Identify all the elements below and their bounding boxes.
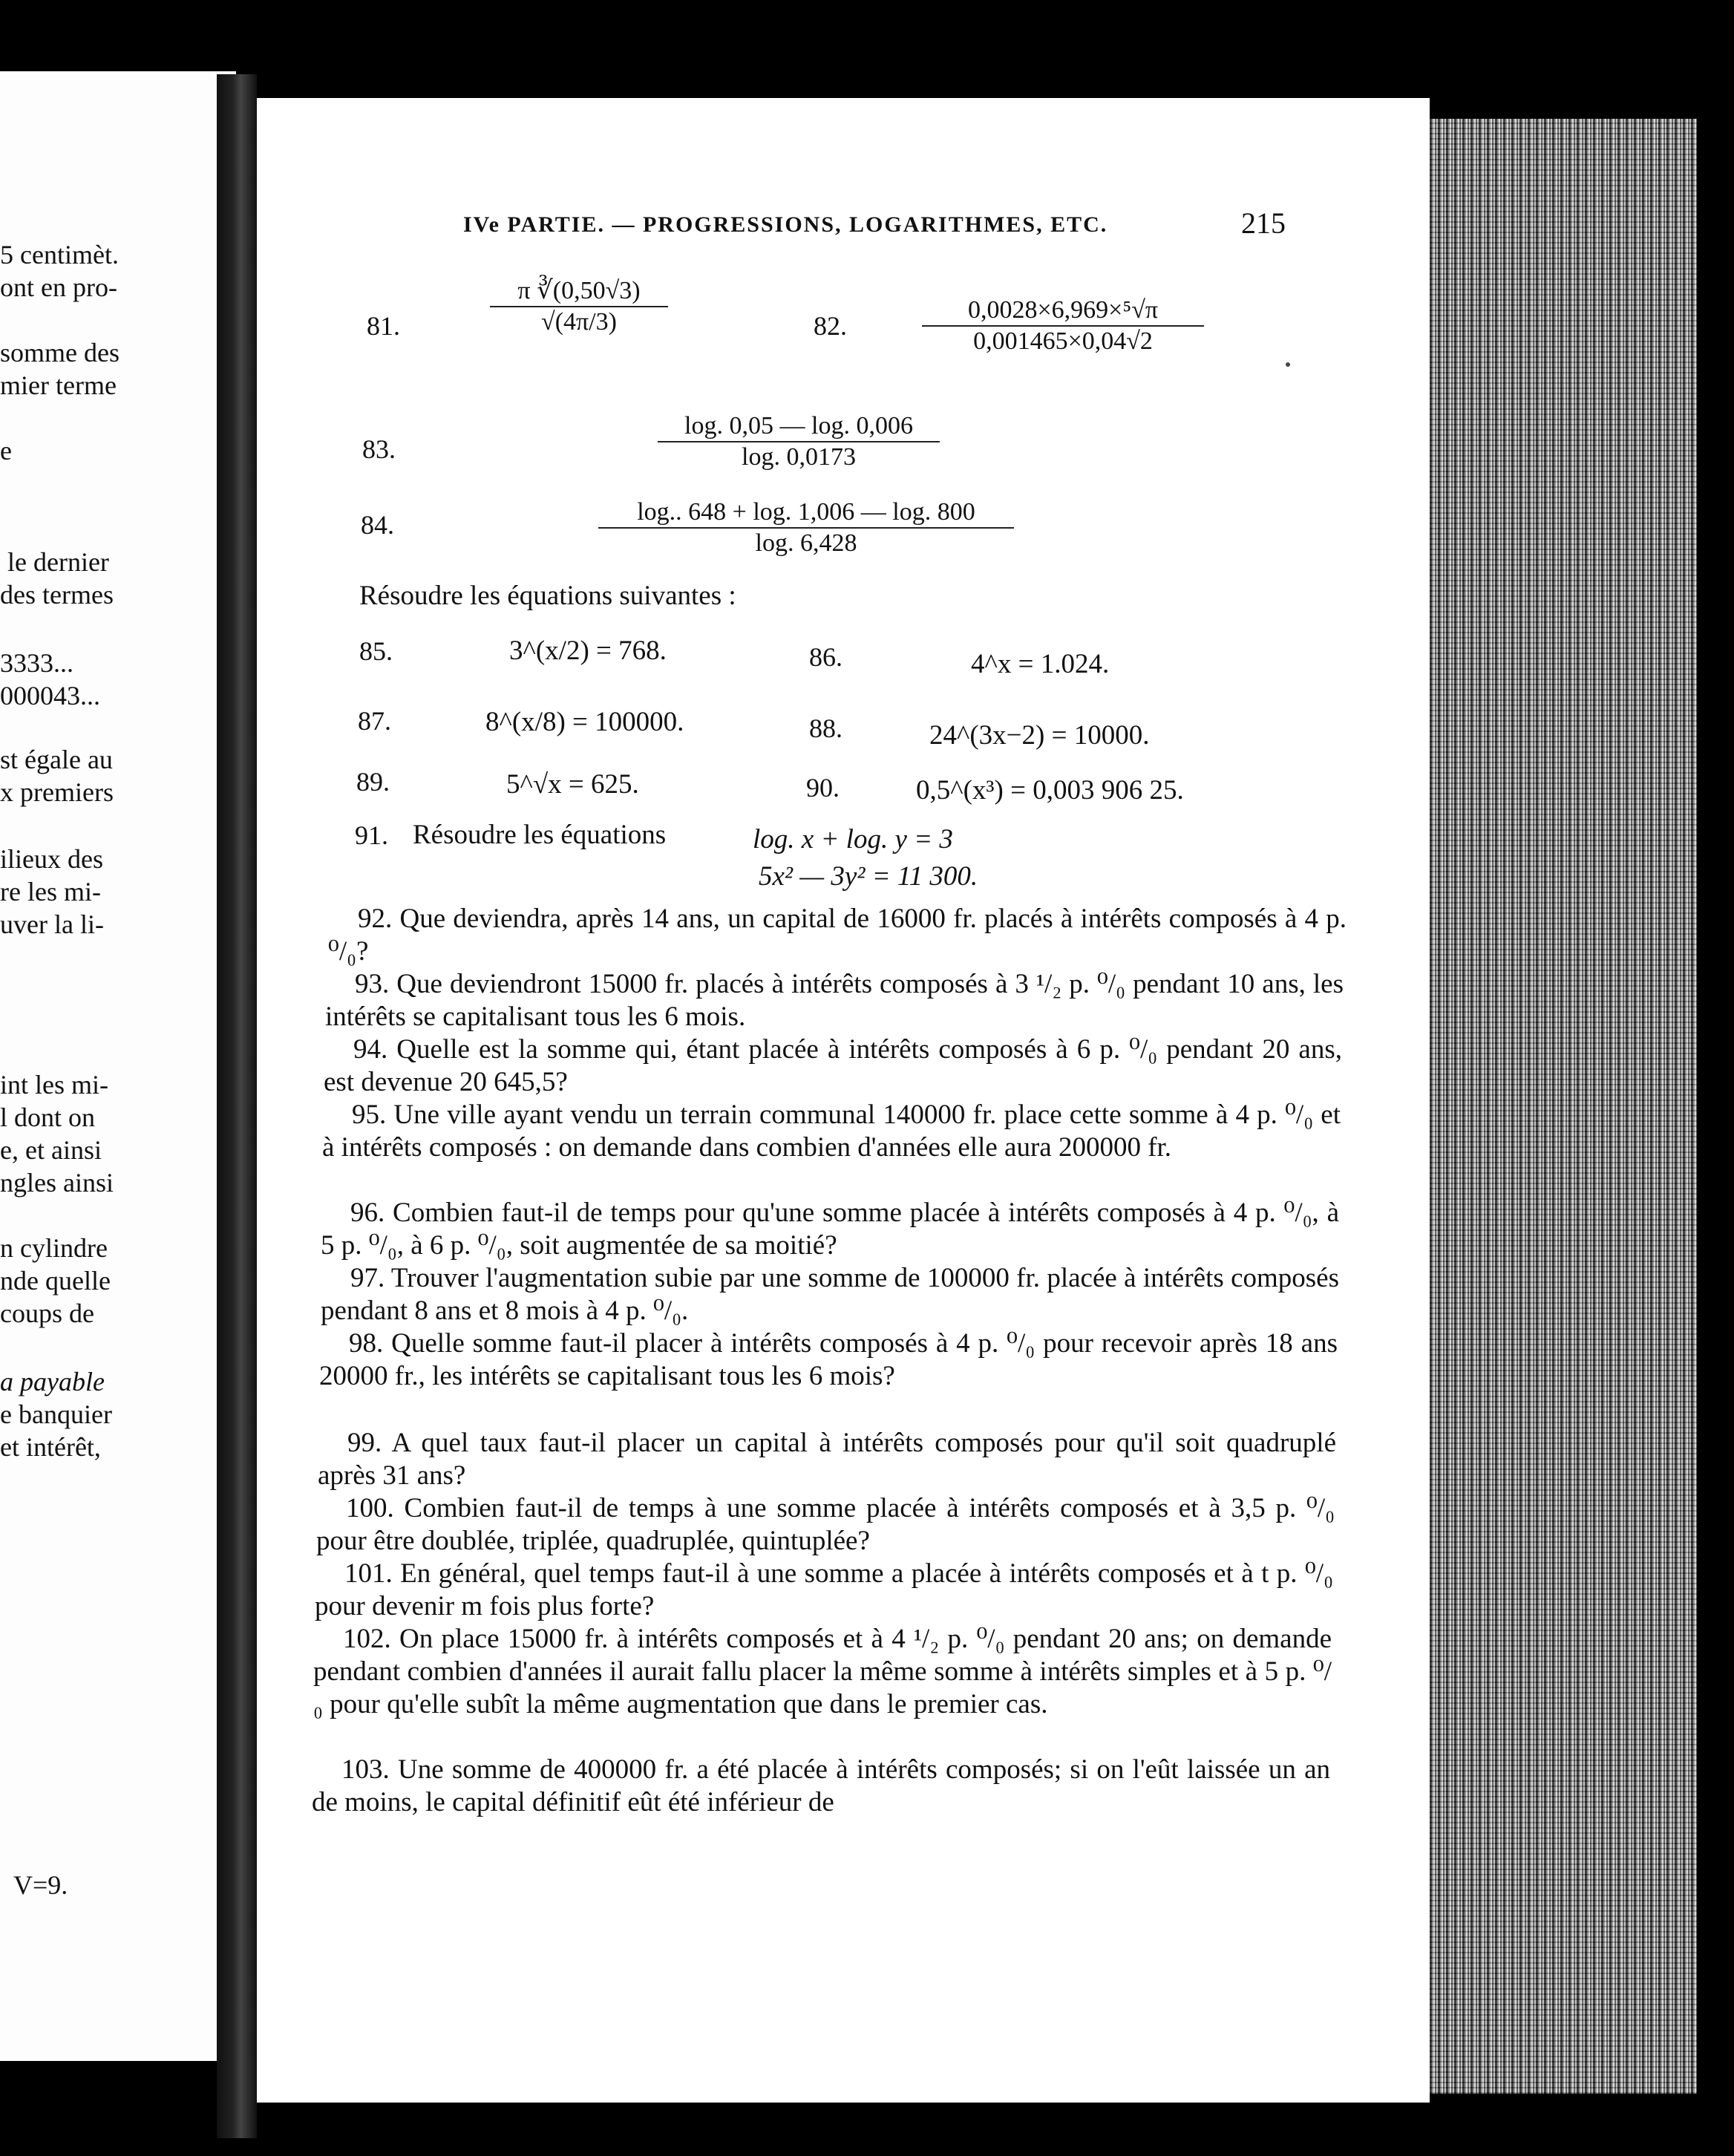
- left-line: somme des: [0, 338, 120, 368]
- numerator: log. 0,05 — log. 0,006: [658, 411, 940, 442]
- exercise-number: 88.: [809, 713, 843, 743]
- exercise-paragraph: 97. Trouver l'augmentation subie par une somme de 100000 fr. placée à intérêts composés pendant 8 ans et 8 mois à 4 p. ⁰/₀.: [321, 1263, 1339, 1326]
- left-line: V=9.: [13, 1870, 68, 1900]
- left-line: mier terme: [0, 370, 117, 400]
- exercise-number: 86.: [809, 642, 843, 672]
- equation: 0,5^(x³) = 0,003 906 25.: [916, 775, 1184, 806]
- left-line: st égale au: [0, 745, 113, 774]
- equation: 3^(x/2) = 768.: [509, 636, 667, 666]
- left-line: ngles ainsi: [0, 1168, 114, 1198]
- exercise-number: 85.: [359, 636, 393, 666]
- page-edges: [1430, 119, 1697, 2094]
- exercise-number: 87.: [358, 706, 391, 736]
- left-line: 3333...: [0, 648, 73, 678]
- fraction-81: [490, 276, 668, 337]
- equation: 4^x = 1.024.: [971, 649, 1110, 679]
- equation: 8^(x/8) = 100000.: [485, 707, 684, 737]
- exercise-paragraph: 94. Quelle est la somme qui, étant placée à intérêts composés à 6 p. ⁰/₀ pendant 20 ans, est devenue 20 645,5?: [324, 1034, 1342, 1097]
- exercise-paragraph: 102. On place 15000 fr. à intérêts composés et à 4 ¹/₂ p. ⁰/₀ pendant 20 ans; on demande pendant combien d'années il aurait fallu placer la même somme à intérêts simples et à 5 p. ⁰/₀ pour qu'elle subît la même augmentation que dans le premier cas.: [313, 1624, 1332, 1719]
- equation: 5^√x = 625.: [506, 769, 639, 800]
- left-line: coups de: [0, 1298, 94, 1328]
- left-line: a payable: [0, 1367, 105, 1396]
- numerator: π ∛(0,50√3): [490, 276, 668, 307]
- instruction: Résoudre les équations suivantes :: [359, 581, 736, 611]
- left-line: 5 centimèt.: [0, 240, 119, 270]
- left-line: e: [0, 436, 12, 466]
- numerator: log.. 648 + log. 1,006 — log. 800: [598, 497, 1014, 529]
- left-line: re les mi-: [0, 877, 101, 906]
- left-line: x premiers: [0, 777, 114, 807]
- exercise-number: 82.: [814, 311, 847, 341]
- fraction-82: [922, 295, 1204, 356]
- left-line: 000043...: [0, 681, 100, 710]
- exercise-number: 89.: [356, 767, 390, 797]
- equation: log. x + log. y = 3: [753, 824, 953, 855]
- denominator: log. 0,0173: [742, 443, 856, 471]
- exercise-paragraph: 98. Quelle somme faut-il placer à intérêts composés à 4 p. ⁰/₀ pour recevoir après 18 ans 20000 fr., les intérêts se capitalisant tous les 6 mois?: [319, 1328, 1338, 1391]
- exercise-paragraph: 99. A quel taux faut-il placer un capital à intérêts composés pour qu'il soit quadruplé après 31 ans?: [318, 1428, 1336, 1491]
- fraction-84: [598, 497, 1014, 558]
- left-line: l dont on: [0, 1102, 96, 1132]
- exercise-number: 83.: [362, 434, 396, 464]
- left-line: n cylindre: [0, 1233, 108, 1263]
- exercise-number: 91.: [355, 820, 388, 850]
- exercise-paragraph: 100. Combien faut-il de temps à une somme placée à intérêts composés et à 3,5 p. ⁰/₀ pour être doublée, triplée, quadruplée, quintuplée?: [316, 1493, 1335, 1556]
- denominator: log. 6,428: [755, 529, 857, 557]
- exercise-paragraph: 96. Combien faut-il de temps pour qu'une somme placée à intérêts composés à 4 p. ⁰/₀, à 5 p. ⁰/₀, à 6 p. ⁰/₀, soit augmentée de sa moitié?: [321, 1198, 1339, 1261]
- left-line: nde quelle: [0, 1266, 111, 1296]
- left-line: uver la li-: [0, 909, 104, 939]
- denominator: √(4π/3): [541, 308, 617, 336]
- exercise-paragraph: 101. En général, quel temps faut-il à une somme a placée à intérêts composés et à t p. ⁰/₀ pour devenir m fois plus forte?: [315, 1558, 1333, 1621]
- left-line: le dernier: [7, 547, 109, 577]
- book-gutter: [217, 74, 257, 2138]
- denominator: 0,001465×0,04√2: [973, 327, 1153, 355]
- left-line: et intérêt,: [0, 1432, 101, 1462]
- left-line: ilieux des: [0, 844, 103, 874]
- exercise-text: Résoudre les équations: [413, 820, 667, 850]
- exercise-paragraph: 103. Une somme de 400000 fr. a été placée à intérêts composés; si on l'eût laissée un an de moins, le capital définitif eût été inférieur de: [312, 1754, 1330, 1817]
- left-line: e banquier: [0, 1399, 112, 1429]
- fraction-83: [658, 411, 940, 472]
- left-line: e, et ainsi: [0, 1135, 102, 1165]
- exercise-number: 90.: [806, 773, 840, 803]
- page-number: 215: [1241, 206, 1286, 240]
- equation: 5x² — 3y² = 11 300.: [759, 861, 978, 892]
- running-head: IVe PARTIE. — PROGRESSIONS, LOGARITHMES, ETC.: [463, 212, 1108, 237]
- exercise-paragraph: 95. Une ville ayant vendu un terrain communal 140000 fr. place cette somme à 4 p. ⁰/₀ et à intérêts composés : on demande dans combien d'années elle aura 200000 fr.: [322, 1100, 1341, 1163]
- right-page: [257, 98, 1430, 2103]
- left-line: ont en pro-: [0, 272, 117, 302]
- exercise-paragraph: 93. Que deviendront 15000 fr. placés à intérêts composés à 3 ¹/₂ p. ⁰/₀ pendant 10 ans, les intérêts se capitalisant tous les 6 mois.: [325, 969, 1344, 1032]
- numerator: 0,0028×6,969×⁵√π: [922, 295, 1204, 327]
- equation: 24^(3x−2) = 10000.: [929, 720, 1150, 751]
- exercise-number: 81.: [367, 311, 400, 341]
- exercise-number: 84.: [361, 510, 394, 540]
- left-line: int les mi-: [0, 1070, 108, 1100]
- speck: [1286, 362, 1290, 367]
- exercise-paragraph: 92. Que deviendra, après 14 ans, un capital de 16000 fr. placés à intérêts composés à 4 p. ⁰/₀?: [328, 904, 1347, 967]
- left-line: des termes: [0, 580, 114, 610]
- left-page: [0, 71, 236, 2061]
